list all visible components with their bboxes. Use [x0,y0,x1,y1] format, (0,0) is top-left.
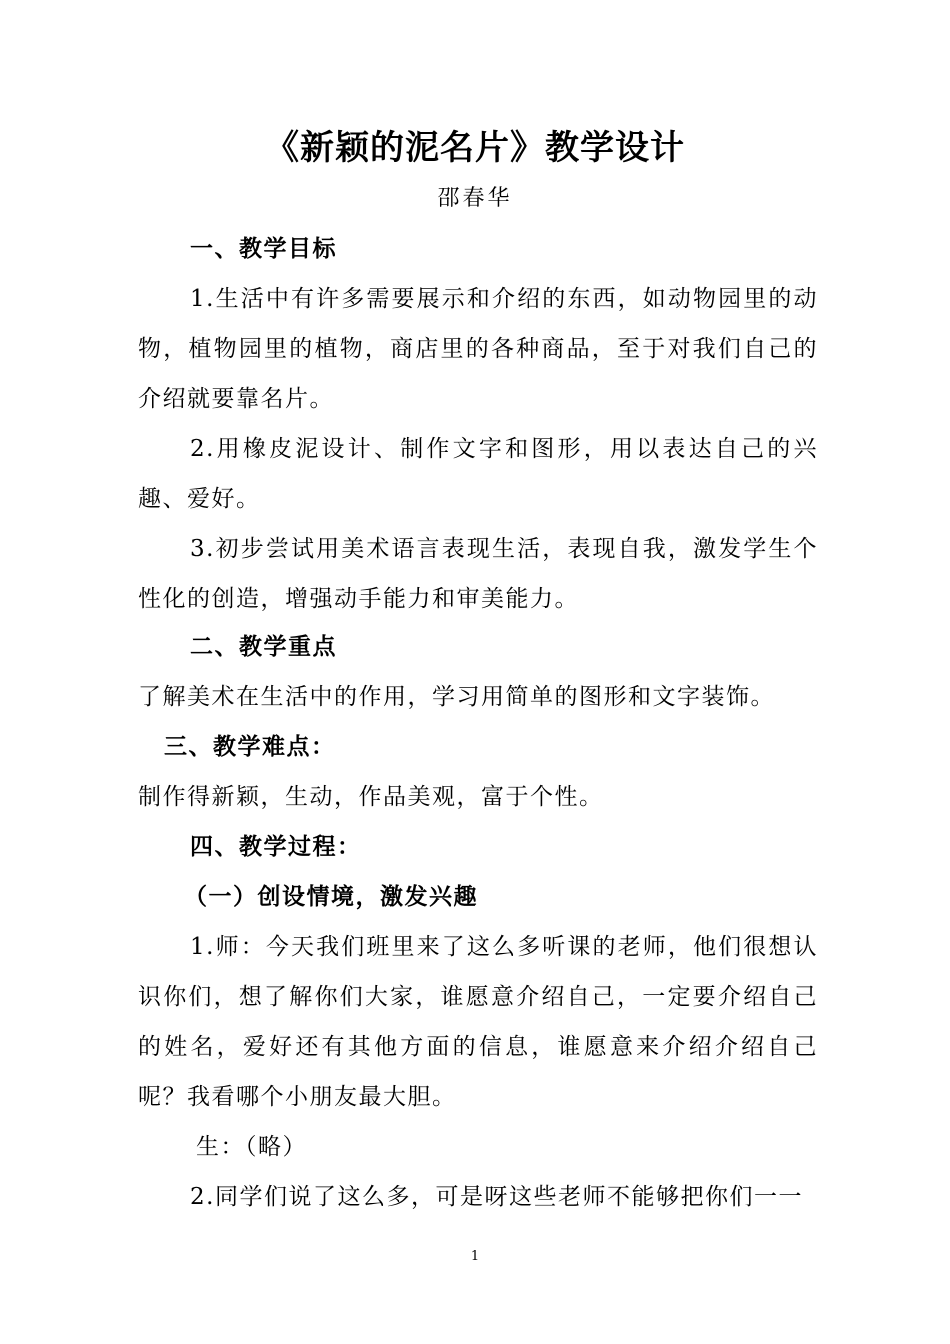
paragraph-goal-1: 1.生活中有许多需要展示和介绍的东西，如动物园里的动物，植物园里的植物，商店里的各种商品，至于对我们自己的介绍就要靠名片。 [138,286,818,412]
paragraph-goal-3: 3.初步尝试用美术语言表现生活，表现自我，激发学生个性化的创造，增强动手能力和审美能力。 [138,536,818,612]
paragraph-key-points: 了解美术在生活中的作用，学习用简单的图形和文字装饰。 [138,684,775,710]
document-title: 《新颖的泥名片》教学设计 [265,128,685,168]
paragraph-difficulty: 制作得新颖，生动，作品美观，富于个性。 [138,784,604,810]
document-author: 邵春华 [437,186,513,211]
paragraph-process-1: 1.师：今天我们班里来了这么多听课的老师，他们很想认识你们，想了解你们大家，谁愿意介绍自己，一定要介绍自己的姓名，爱好还有其他方面的信息，谁愿意来介绍介绍自己呢？我看哪个小朋友最大胆。 [138,934,818,1110]
page-number: 1 [470,1249,480,1264]
paragraph-goal-2: 2.用橡皮泥设计、制作文字和图形，用以表达自己的兴趣、爱好。 [138,436,818,512]
section-heading-process: 四、教学过程： [190,833,362,860]
student-reply: 生：（略） [196,1134,307,1160]
section-heading-key-points: 二、教学重点 [190,633,337,660]
section-heading-difficulty: 三、教学难点： [164,733,336,760]
paragraph-process-2: 2.同学们说了这么多，可是呀这些老师不能够把你们一一 [190,1184,803,1210]
subsection-heading-scenario: （一）创设情境，激发兴趣 [184,883,478,910]
section-heading-goals: 一、教学目标 [190,235,337,262]
